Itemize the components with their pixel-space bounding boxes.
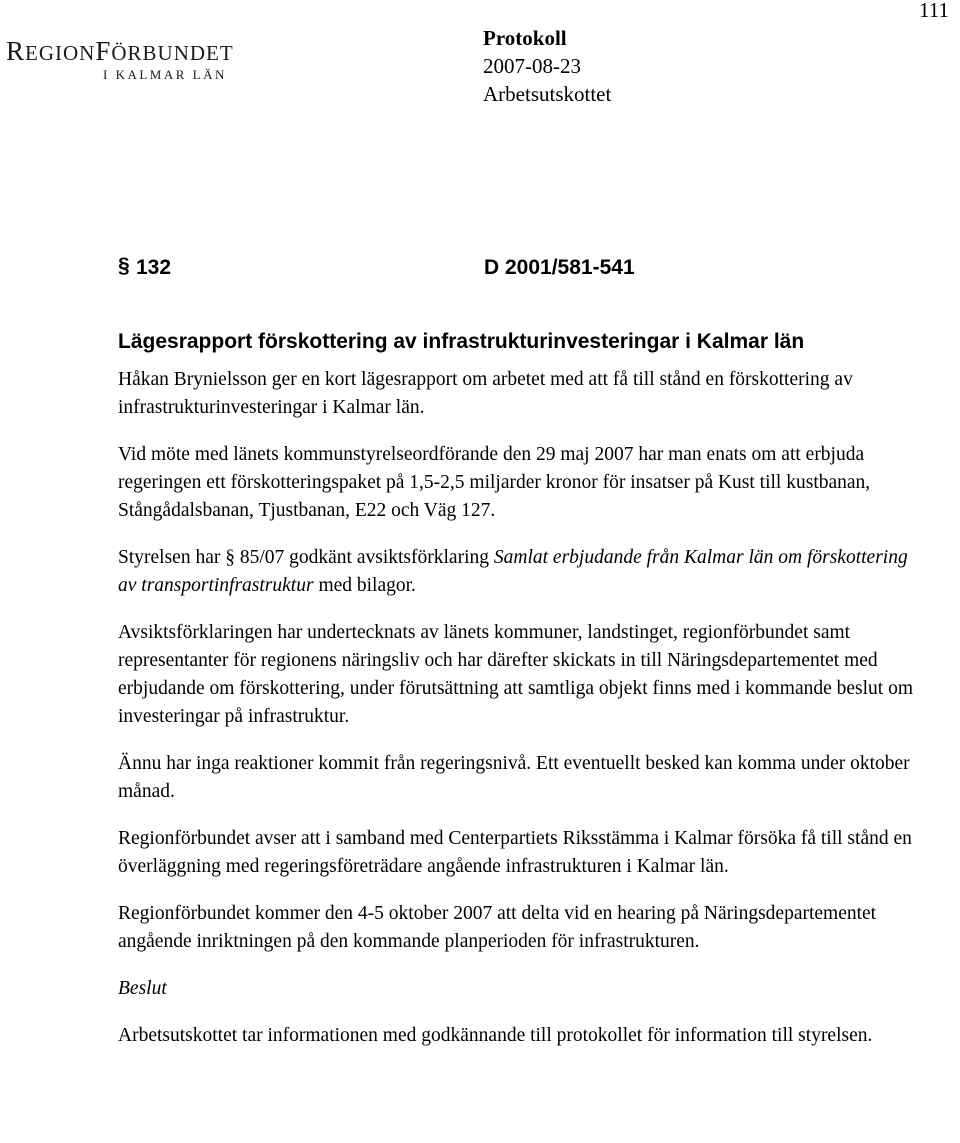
regionforbundet-logo	[6, 38, 234, 83]
paragraph-6: Regionförbundet avser att i samband med Centerpartiets Riksstämma i Kalmar försöka få till stånd en överläggning med regeringsföreträdare angående infrastrukturen i Kalmar län.	[118, 828, 912, 877]
paragraph-5: Ännu har inga reaktioner kommit från regeringsnivå. Ett eventuellt besked kan komma under oktober månad.	[118, 753, 910, 802]
paragraph-7: Regionförbundet kommer den 4-5 oktober 2007 att delta vid en hearing på Näringsdepartementet angående inriktningen på den kommande planperioden för infrastrukturen.	[118, 903, 877, 952]
paragraph-3	[118, 544, 918, 600]
logo-wordmark	[6, 38, 234, 65]
logo-letters: EGION	[25, 41, 96, 65]
decision-text: Arbetsutskottet tar informationen med godkännande till protokollet för information till styrelsen.	[118, 1025, 873, 1046]
protocol-body: Arbetsutskottet	[483, 82, 612, 106]
decision-label: Beslut	[118, 978, 167, 999]
protocol-date: 2007-08-23	[483, 54, 581, 78]
document-body	[118, 254, 918, 1050]
protocol-header	[483, 24, 611, 108]
document-title: Samlat erbjudande från Kalmar län om förskottering av transportinfrastruktur	[118, 547, 908, 596]
diary-number: D 2001/581-541	[484, 256, 635, 279]
p3-start: Styrelsen har	[118, 547, 226, 568]
paragraph-2: Vid möte med länets kommunstyrelseordförande den 29 maj 2007 har man enats om att erbjuda regeringen ett förskotteringspaket på 1,5-2,5 miljarder kronor för insatser på Kust till kustbanan, Stångådalsbanan, Tjustbanan, E22 och Väg 127.	[118, 444, 871, 521]
paragraph-1: Håkan Brynielsson ger en kort lägesrapport om arbetet med att få till stånd en förskottering av infrastrukturinvesteringar i Kalmar län.	[118, 369, 853, 418]
p3-ref: 85/07 godkänt avsiktsförklaring	[234, 547, 494, 568]
item-number: 132	[136, 256, 172, 279]
logo-letter: F	[95, 36, 112, 66]
item-heading: Lägesrapport förskottering av infrastrukturinvesteringar i Kalmar län	[118, 330, 805, 353]
page-number: 111	[919, 0, 949, 22]
paragraph-4: Avsiktsförklaringen har undertecknats av länets kommuner, landstinget, regionförbundet samt representanter för regionens näringsliv och har därefter skickats in till Näringsdepartementet med erbjudande om förskottering, under förutsättning att samtliga objekt finns med i kommande beslut om investeringar på infrastruktur.	[118, 622, 914, 727]
section-symbol: §	[118, 254, 130, 277]
item-row	[118, 254, 918, 286]
logo-letter: R	[6, 36, 26, 66]
logo-subtitle: I KALMAR LÄN	[103, 67, 227, 82]
protocol-title: Protokoll	[483, 26, 567, 50]
logo-letters: ÖRBUNDET	[111, 41, 234, 65]
p3-end: med bilagor.	[313, 575, 416, 596]
section-symbol: §	[225, 547, 235, 568]
